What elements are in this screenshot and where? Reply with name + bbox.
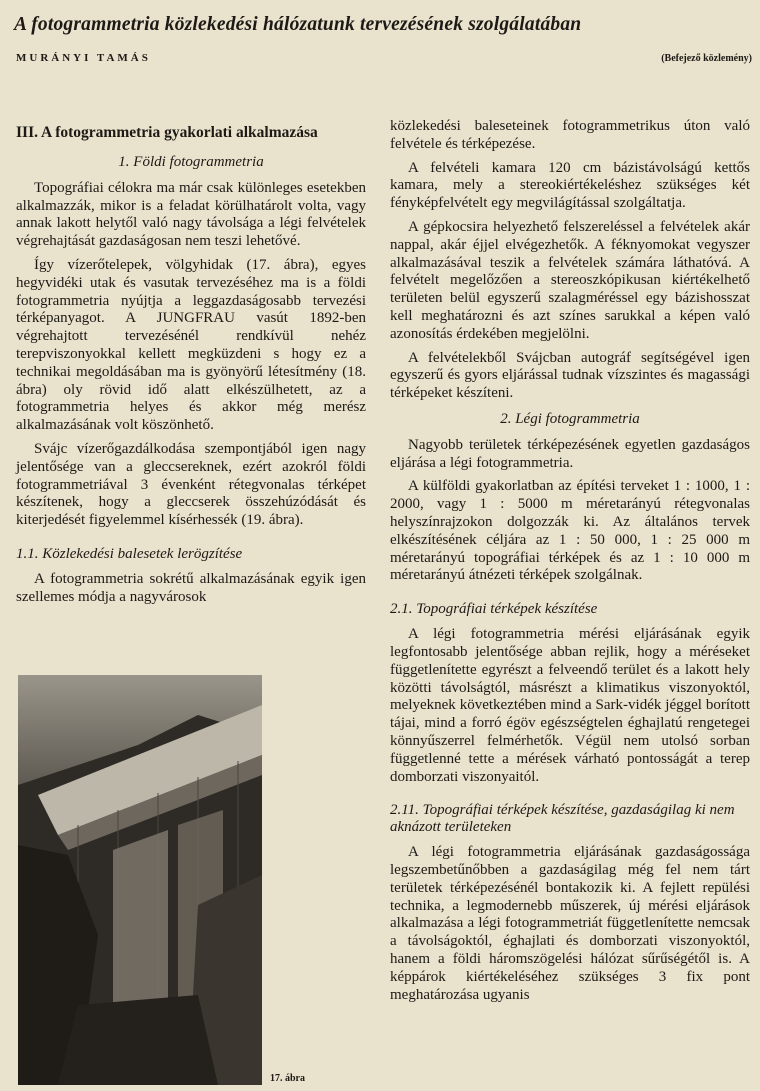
viaduct-photo — [18, 675, 262, 1085]
subsection-heading-1-1: 1.1. Közlekedési balesetek lerögzítése — [16, 545, 243, 562]
paragraph: A gépkocsira helyezhető felszereléssel a felvételek akár nappal, akár éjjel elvégezhetők. A féknyomokat vegyszer alkalmazásával teszik a felvételek számára láthatóvá. A felvételt megelőzően a stereoszkópikusan kiértékelhető területen belül egyszerű szalagméréssel egy bázishosszat kell meghatározni és azt színes sarukkal a képen való azonosítás érdekében megjelölni. — [390, 218, 750, 342]
subsection-heading-1: 1. Földi fotogrammetria — [118, 154, 264, 170]
article-title: A fotogrammetria közlekedési hálózatunk tervezésének szolgálatában — [14, 14, 582, 35]
paragraph: Nagyobb területek térképezésének egyetlen gazdaságos eljárása a légi fotogrammetria. — [390, 436, 750, 471]
paragraph: A fotogrammetria sokrétű alkalmazásának egyik igen szellemes módja a nagyvárosok — [16, 570, 366, 605]
paragraph: A légi fotogrammetria eljárásának gazdaságossága legszembetűnőbben a gazdaságilag még fel nem tárt területek térképezésénél bontakozik ki. A fejlett repülési technika, a legmodernebb műszerek, új mérési eljárások alkalmazása a légi fotogrammetriát függetlenítette nemcsak a távolságoktól, éghajlati és domborzati viszonyoktól, hanem a földi háromszögelési hálózat sűrűségétől is. A képpárok kiértékeléséhez szükséges 3 fix pont meghatározása ugyanis — [390, 844, 750, 1003]
paragraph: A felvételi kamara 120 cm bázistávolságú kettős kamara, mely a stereokiértékeléshez szükséges két fényképfelvételt egy megvilágítással szolgáltatja. — [390, 159, 750, 212]
paragraph: Topográfiai célokra ma már csak különleges esetekben alkalmazzák, mikor is a feladat körülhatárolt volta, vagy annak lakott helytől való nagy távolsága a légi felvételek végrehajtását gazdaságosan nem teszi lehetővé. — [16, 179, 366, 250]
subsection-heading-2-11: 2.11. Topográfiai térképek készítése, gazdaságilag ki nem aknázott területeken — [390, 802, 735, 836]
subsection-heading-2: 2. Légi fotogrammetria — [500, 410, 640, 427]
figure-caption: 17. ábra — [270, 1073, 305, 1084]
paragraph: A légi fotogrammetria mérési eljárásának egyik legfontosabb jelentősége abban rejlik, hogy a méréseket függetlenítette egyrészt a felveendő terület és a lakott hely közötti távolságtól, másrészt a klimatikus viszonyoktól, melyeknek következtében mind a Sark-vidék jéggel borított tájai, mind a forró égöv egészségtelen éghajlatú rengetegei könnyűszerrel felmérhetők. Végül nem utolsó sorban függetlenné tette a mérések várható pontosságát a terep domborzati viszonyaitól. — [390, 626, 750, 785]
right-column — [390, 118, 750, 1010]
left-column — [16, 118, 366, 613]
author-name: MURÁNYI TAMÁS — [16, 52, 151, 64]
continuation-note: (Befejező közlemény) — [661, 53, 752, 64]
paragraph: A felvételekből Svájcban autográf segítségével igen egyszerű és gyors eljárással tudnak vízszintes és magassági térképeket készíteni. — [390, 349, 750, 402]
subsection-heading-2-1: 2.1. Topográfiai térképek készítése — [390, 601, 598, 618]
paragraph: A külföldi gyakorlatban az építési terveket 1 : 1000, 1 : 2000, vagy 1 : 5000 m méretarányú rétegvonalas helyszínrajzokon dolgozzák ki. Az általános tervek elkészítésének céljára az 1 : 50 000, 1 : 25 000 m méretarányú topográfiai térképek és az 1 : 10 000 m méretarányú átnézeti térképek szolgálnak. — [390, 478, 750, 584]
paragraph: Így vízerőtelepek, völgyhidak (17. ábra), egyes hegyvidéki utak és vasutak tervezéséhez ma is a földi fotogrammetria nyújtja a leggazdaságosabb tervezési térképanyagot. A JUNGFRAU vasút 1892-ben végrehajtott tervezésénél rendkívül nehéz terepviszonyokkal kellett megküzdeni s hogy ez a technikai megoldásában ma is gyönyörű létesítmény (18. ábra) oly rövid idő alatt elkészülhetett, az a fotogrammetria helyes és akkor még merész alkalmazásának volt köszönhető. — [16, 256, 366, 434]
section-heading: III. A fotogrammetria gyakorlati alkalmazása — [16, 124, 318, 141]
paragraph: közlekedési baleseteinek fotogrammetrikus úton való felvétele és térképezése. — [390, 118, 750, 152]
paragraph: Svájc vízerőgazdálkodása szempontjából igen nagy jelentősége van a gleccsereknek, ezért azokról földi fotogrammetriával 3 évenként rétegvonalas térképet készítenek, hogy a gleccserek összehúzódását és kiterjedését figyelemmel kísérhessék (19. ábra). — [16, 440, 366, 529]
